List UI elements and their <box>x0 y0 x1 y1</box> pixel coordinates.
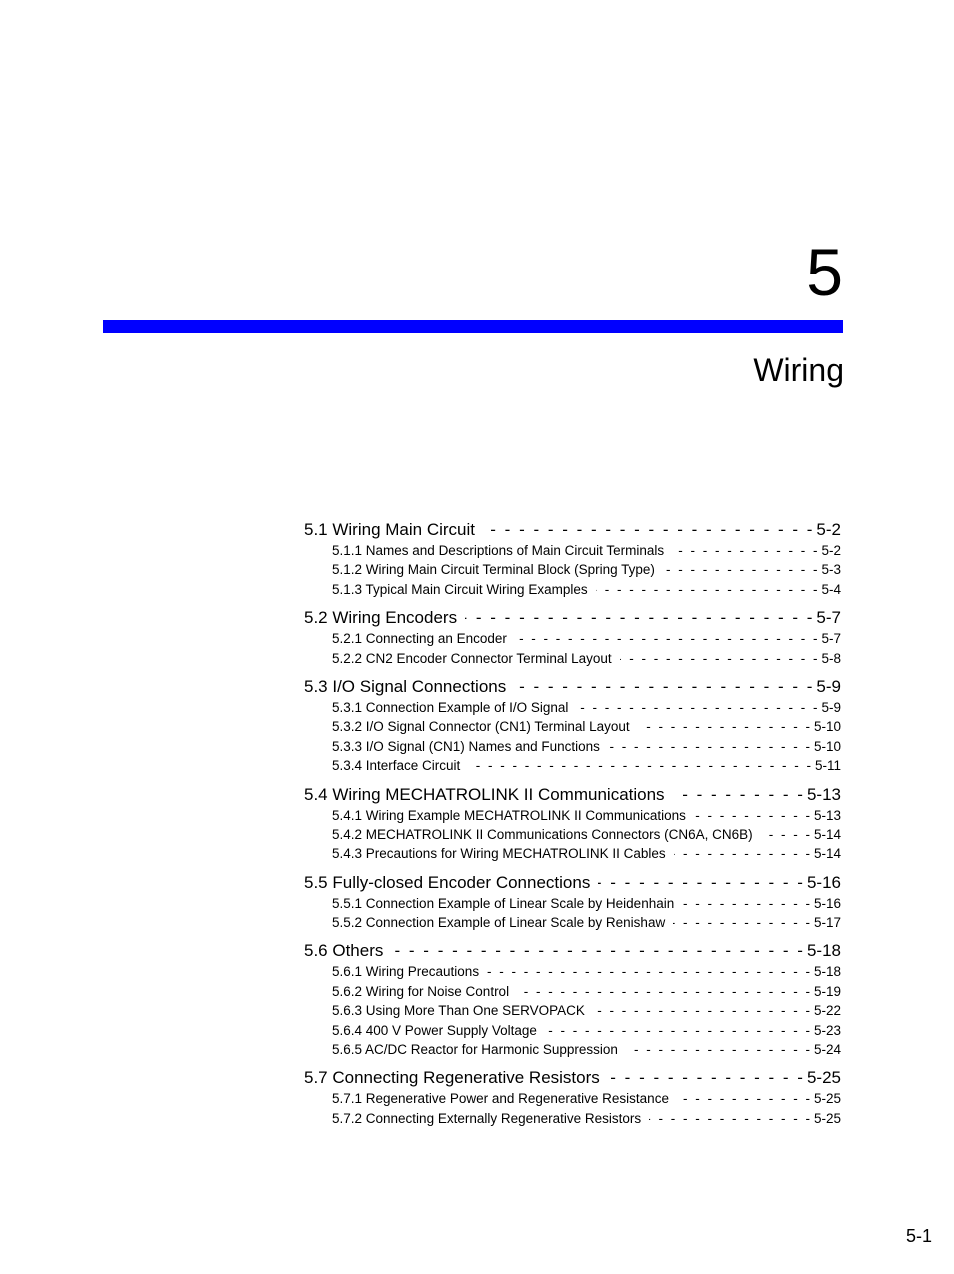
toc-entry-page: 5-7 <box>816 608 841 628</box>
toc-entry-title: 5.1.1 Names and Descriptions of Main Circuit Terminals <box>332 543 665 558</box>
toc-entry-title: 5.2.1 Connecting an Encoder <box>332 631 507 647</box>
toc-section <box>304 872 841 933</box>
toc-entry-title: 5.3.3 I/O Signal (CN1) Names and Functions <box>332 738 600 754</box>
toc-entry-page: 5-25 <box>806 1068 841 1088</box>
toc-entry-title: 5.4.3 Precautions for Wiring MECHATROLINK II Cables <box>332 846 666 862</box>
dot-leader <box>673 913 812 932</box>
toc-section-heading[interactable] <box>304 1067 841 1089</box>
toc-subsection-entry[interactable] <box>304 913 841 932</box>
toc-subsection-entry[interactable] <box>304 1021 841 1040</box>
toc-entry-title: 5.1.2 Wiring Main Circuit Terminal Block (Spring Type) <box>332 562 655 578</box>
toc-entry-title: 5.1.3 Typical Main Circuit Wiring Examples <box>332 581 588 597</box>
toc-entry-page: 5-24 <box>813 1042 841 1058</box>
toc-subsection-entry[interactable] <box>304 560 841 579</box>
toc-entry-page: 5-18 <box>813 964 841 980</box>
dot-leader <box>465 607 814 629</box>
dot-leader <box>626 1040 812 1059</box>
toc-subsection-entry[interactable] <box>304 629 841 648</box>
dot-leader <box>638 717 812 736</box>
dot-leader <box>576 698 819 717</box>
toc-entry-page: 5-22 <box>813 1003 841 1019</box>
dot-leader <box>608 737 812 756</box>
toc-entry-page: 5-13 <box>813 807 841 823</box>
toc-entry-title: 5.3 I/O Signal Connections <box>304 676 507 696</box>
toc-entry-title: 5.1 Wiring Main Circuit <box>304 520 475 539</box>
toc-entry-title: 5.4.2 MECHATROLINK II Communications Connectors (CN6A, CN6B) <box>332 826 753 842</box>
toc-subsection-entry[interactable] <box>304 1089 841 1108</box>
toc-subsection-entry[interactable] <box>304 541 841 560</box>
chapter-number: 5 <box>806 235 843 309</box>
toc-entry-page: 5-14 <box>813 846 841 862</box>
toc-section <box>304 519 841 599</box>
toc-entry-title: 5.3.2 I/O Signal Connector (CN1) Terminal Layout <box>332 719 630 735</box>
toc-entry-title: 5.3.1 Connection Example of I/O Signal <box>332 699 569 715</box>
toc-entry-title: 5.7.1 Regenerative Power and Regenerative Resistance <box>332 1091 669 1107</box>
toc-subsection-entry[interactable] <box>304 698 841 717</box>
toc-subsection-entry[interactable] <box>304 737 841 756</box>
table-of-contents <box>304 519 841 1136</box>
toc-subsection-entry[interactable] <box>304 1109 841 1128</box>
toc-entry-page: 5-2 <box>821 543 841 558</box>
dot-leader <box>487 962 812 981</box>
toc-entry-title: 5.7 Connecting Regenerative Resistors <box>304 1068 600 1088</box>
toc-entry-title: 5.6.4 400 V Power Supply Voltage <box>332 1022 537 1038</box>
dot-leader <box>682 894 812 913</box>
toc-entry-title: 5.5 Fully-closed Encoder Connections <box>304 872 591 892</box>
dot-leader <box>596 580 820 599</box>
toc-entry-title: 5.2.2 CN2 Encoder Connector Terminal Layout <box>332 650 612 666</box>
toc-subsection-entry[interactable] <box>304 825 841 844</box>
toc-entry-page: 5-8 <box>821 650 841 666</box>
toc-entry-page: 5-11 <box>814 758 841 774</box>
dot-leader <box>545 1021 812 1040</box>
dot-leader <box>517 982 812 1001</box>
toc-subsection-entry[interactable] <box>304 1001 841 1020</box>
toc-entry-title: 5.6.2 Wiring for Noise Control <box>332 983 510 999</box>
toc-entry-page: 5-10 <box>813 738 841 754</box>
toc-section-heading[interactable] <box>304 519 841 541</box>
toc-subsection-entry[interactable] <box>304 982 841 1001</box>
toc-section <box>304 676 841 776</box>
toc-section <box>304 607 841 668</box>
toc-entry-page: 5-23 <box>813 1022 841 1038</box>
toc-entry-page: 5-16 <box>813 895 841 911</box>
toc-section-heading[interactable] <box>304 607 841 629</box>
dot-leader <box>620 649 820 668</box>
toc-entry-page: 5-13 <box>806 784 841 804</box>
toc-entry-page: 5-7 <box>821 631 841 647</box>
toc-entry-page: 5-2 <box>816 520 841 539</box>
toc-entry-page: 5-9 <box>816 676 841 696</box>
toc-subsection-entry[interactable] <box>304 1040 841 1059</box>
toc-subsection-entry[interactable] <box>304 580 841 599</box>
toc-entry-title: 5.7.2 Connecting Externally Regenerative Resistors <box>332 1110 642 1126</box>
dot-leader <box>608 1067 805 1089</box>
toc-entry-page: 5-9 <box>821 699 841 715</box>
dot-leader <box>593 1001 812 1020</box>
dot-leader <box>515 629 820 648</box>
toc-section <box>304 940 841 1059</box>
toc-section-heading[interactable] <box>304 676 841 698</box>
toc-entry-page: 5-3 <box>821 562 841 578</box>
dot-leader <box>673 784 805 806</box>
toc-subsection-entry[interactable] <box>304 756 841 775</box>
toc-entry-page: 5-25 <box>813 1091 841 1107</box>
toc-entry-page: 5-18 <box>806 941 841 961</box>
toc-entry-title: 5.6.1 Wiring Precautions <box>332 964 480 980</box>
toc-subsection-entry[interactable] <box>304 806 841 825</box>
toc-subsection-entry[interactable] <box>304 894 841 913</box>
dot-leader <box>663 560 820 579</box>
toc-entry-page: 5-4 <box>821 581 841 597</box>
dot-leader <box>694 806 812 825</box>
toc-entry-page: 5-19 <box>813 983 841 999</box>
dot-leader <box>483 519 814 541</box>
dot-leader <box>649 1109 812 1128</box>
toc-entry-title: 5.4.1 Wiring Example MECHATROLINK II Communications <box>332 807 686 823</box>
toc-section <box>304 1067 841 1128</box>
toc-entry-title: 5.2 Wiring Encoders <box>304 608 458 628</box>
dot-leader <box>761 825 812 844</box>
toc-entry-page: 5-16 <box>806 872 841 892</box>
toc-section-heading[interactable] <box>304 784 841 806</box>
page-number: 5-1 <box>905 1226 932 1246</box>
toc-entry-page: 5-10 <box>813 719 841 735</box>
toc-subsection-entry[interactable] <box>304 649 841 668</box>
toc-entry-page: 5-14 <box>813 826 841 842</box>
toc-entry-page: 5-17 <box>813 915 841 931</box>
dot-leader <box>598 872 805 894</box>
toc-section-heading[interactable] <box>304 940 841 962</box>
toc-entry-title: 5.3.4 Interface Circuit <box>332 758 461 774</box>
dot-leader <box>674 844 812 863</box>
chapter-title: Wiring <box>753 352 844 388</box>
toc-entry-page: 5-25 <box>813 1110 841 1126</box>
toc-subsection-entry[interactable] <box>304 844 841 863</box>
toc-entry-title: 5.6 Others <box>304 941 384 961</box>
toc-subsection-entry[interactable] <box>304 717 841 736</box>
toc-entry-title: 5.5.2 Connection Example of Linear Scale by Renishaw <box>332 915 666 931</box>
toc-section <box>304 784 841 864</box>
toc-entry-title: 5.6.3 Using More Than One SERVOPACK <box>332 1003 585 1019</box>
chapter-divider-bar <box>103 320 843 333</box>
toc-subsection-entry[interactable] <box>304 962 841 981</box>
dot-leader <box>672 541 819 560</box>
dot-leader <box>677 1089 812 1108</box>
toc-entry-title: 5.6.5 AC/DC Reactor for Harmonic Suppression <box>332 1042 618 1058</box>
dot-leader <box>391 940 805 962</box>
toc-entry-title: 5.5.1 Connection Example of Linear Scale by Heidenhain <box>332 895 675 911</box>
dot-leader <box>514 676 814 698</box>
dot-leader <box>468 756 813 775</box>
toc-entry-title: 5.4 Wiring MECHATROLINK II Communications <box>304 784 665 804</box>
toc-section-heading[interactable] <box>304 872 841 894</box>
